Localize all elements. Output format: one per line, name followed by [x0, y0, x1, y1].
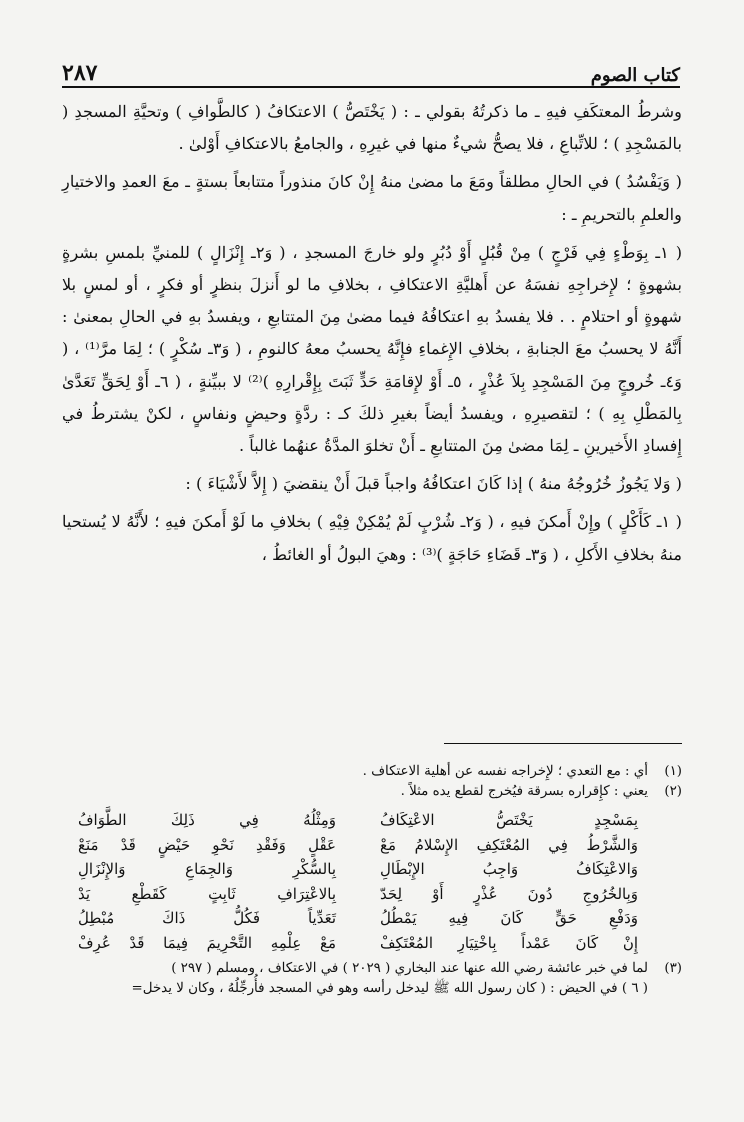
- paragraph-invalidators-list: ( ١ـ بِوَطْءٍ فِي فَرْجٍ ) مِنْ قُبُلٍ أَوْ دُبُرٍ ولو خارجَ المسجدِ ، ( وَ٢ـ إِنْزَالٍ ) للمنيِّ بلمسِ بشرةٍ بشهوةٍ ؛ لإِخراجِهِ نفسَهُ عن أَهليَّةِ الاعتكافِ ، بخلافِ ما لو أَنزلَ بنظرٍ أو فكرٍ ، أو لمسٍ بلا شهوةٍ أو احتلامٍ . . فلا يفسدُ بهِ اعتكافُهُ فيما مضىٰ مِنَ المتتابعِ ، ويفسدُ بهِ في الحالِ بمعنىٰ : أَنَّهُ لا يحسبُ معَ الجنابةِ ، بخلافِ الإِغماءِ فإِنَّهُ يحسبُ معهُ كالنومِ ، ( وَ٣ـ سُكْرٍ ) ؛ لِمَا مرَّ⁽¹⁾ ، ( وَ٤ـ خُروجٍ مِنَ المَسْجِدِ بِلاَ عُذْرٍ ، ٥ـ أَوْ لإِقامَةِ حَدٍّ ثَبَتَ بِإِقْرارِهِ )⁽²⁾ لا ببيِّنةٍ ، ( ٦ـ أَوْ لِحَقٍّ تَعَدَّىٰ بِالمَطْلِ بِهِ ) ؛ لتقصيرِهِ ، ويفسدُ أيضاً بغيرِ ذلكَ كـ : ردَّةٍ وحيضٍ ونفاسٍ ، لكنْ يشترطُ في إِفسادِ الأَخيرينِ ـ لِمَا مضىٰ مِنَ المتتابعِ ـ أَنْ تخلوَ المدَّةُ عنهُما غالباً .: [62, 242, 683, 456]
- page-header: [62, 52, 680, 86]
- page-number: ٢٨٧: [62, 60, 98, 86]
- poem: [78, 808, 638, 955]
- footnote-text: [62, 959, 648, 999]
- header-rule: [62, 86, 680, 88]
- poem-verse: [78, 906, 638, 931]
- verse-second-hemistich: عَقْلٍ وَفَقْدِ نَحْوِ حَيْضٍ قَدْ مَنَعْ: [78, 835, 336, 854]
- verse-first-hemistich: وَبِالخُرُوجِ دُونَ عُذْرٍ أَوْ لِحَدّ: [380, 884, 638, 903]
- paragraph-invalidation: ( وَيَفْسُدُ ) في الحالِ مطلقاً ومَعَ ما مضىٰ منهُ إِنْ كانَ منذوراً متتابعاً بستةٍ ـ معَ العمدِ والاختيارِ والعلمِ بالتحريمِ ـ :: [62, 172, 682, 224]
- verse-first-hemistich: وَالشَّرْطُ فِي المُعْتَكِفِ الإِسْلامُ مَعْ: [380, 835, 638, 854]
- paragraph-exceptions: ( ١ـ كَأَكْلٍ ) وإِنْ أَمكنَ فيهِ ، ( وَ٢ـ شُرْبٍ لَمْ يُمْكِنْ فِيْهِ ) بخلافِ ما لَوْ أَمكنَ فيهِ ؛ لأَنَّهُ لا يُستحيا منهُ بخلافِ الأَكلِ ، ( وَ٣ـ قَضَاءِ حَاجَةٍ )⁽³⁾ : وهيَ البولُ أو الغائطُ ،: [62, 512, 682, 564]
- poem-verse: [78, 808, 638, 833]
- verse-first-hemistich: وَالاعْتِكَافُ وَاجِبُ الإِبْطَالِ: [380, 860, 638, 879]
- verse-second-hemistich: بِالسُّكْرِ وَالجِمَاعِ وَالإِنْزَالِ: [78, 860, 336, 879]
- verse-first-hemistich: وَدَفْعِ حَقٍّ كَانَ فِيهِ يَمْطُلُ: [380, 909, 638, 928]
- footnote-1: [62, 762, 682, 782]
- footnote-line: ( ٦ ) في الحيض : ( كان رسول الله ﷺ ليدخل رأسه وهو في المسجد فأُرجِّلُهُ ، وكان لا يدخل=: [131, 981, 648, 996]
- footnote-line: لما في خبر عائشة رضي الله عنها عند البخاري ( ٢٠٢٩ ) في الاعتكاف ، ومسلم ( ٢٩٧ ): [171, 961, 648, 976]
- paragraph-conditions: وشرطُ المعتكَفِ فيهِ ـ ما ذكرتُهُ بقولي ـ : ( يَخْتَصُّ ) الاعتكافُ ( كالطَّوافِ ) وتحيَّةِ المسجدِ ( بالمَسْجِدِ ) ؛ للاتِّباعِ ، فلا يصحُّ شيءٌ منها في غيرِهِ ، والجامعُ بالاعتكافِ أَوْلىٰ .: [62, 102, 682, 154]
- verse-second-hemistich: تَعَدِّياً فَكُلُّ ذَاكَ مُبْطِلُ: [78, 909, 336, 928]
- verse-second-hemistich: وَمِثْلُهُ فِي ذَلِكَ الطَّوَافُ: [78, 811, 336, 830]
- footnote-separator: [444, 743, 682, 744]
- footnote-number: (٣): [664, 961, 682, 976]
- footnote-number: (٢): [664, 784, 682, 799]
- footnotes: [62, 762, 682, 1092]
- footnote-number: (١): [664, 764, 682, 779]
- footnote-3: [62, 959, 682, 999]
- poem-verse: [78, 931, 638, 956]
- verse-second-hemistich: مَعْ عِلْمِهِ التَّحْرِيمَ فِيمَا قَدْ عُرِفْ: [78, 933, 336, 952]
- poem-verse: [78, 833, 638, 858]
- footnote-text: أي : مع التعدي ؛ لإِخراجه نفسه عن أهلية الاعتكاف .: [362, 764, 648, 779]
- verse-first-hemistich: إِنْ كَانَ عَمْداً بِاخْتِيَارِ المُعْتَكِفْ: [380, 933, 638, 952]
- book-title: كتاب الصوم: [590, 65, 680, 86]
- footnote-2: [62, 782, 682, 802]
- poem-verse: [78, 857, 638, 882]
- verse-first-hemistich: بِمَسْجِدٍ يَخْتَصُّ الاعْتِكَافُ: [380, 811, 638, 830]
- paragraph-exit-rule: ( وَلا يَجُوزُ خُرُوجُهُ منهُ ) إذا كَانَ اعتكافُهُ واجباً قبلَ أَنْ ينقضيَ ( إِلاَّ لأَشْيَاءَ ) :: [185, 474, 682, 494]
- verse-second-hemistich: بِالاعْتِرَافِ ثَابِتٍ كَقَطْعِ يَدْ: [78, 884, 336, 903]
- footnote-text: يعني : كإِقراره بسرقة فيُخرج لقطع يده مثلاً .: [400, 784, 648, 799]
- main-text: [62, 96, 682, 731]
- poem-verse: [78, 882, 638, 907]
